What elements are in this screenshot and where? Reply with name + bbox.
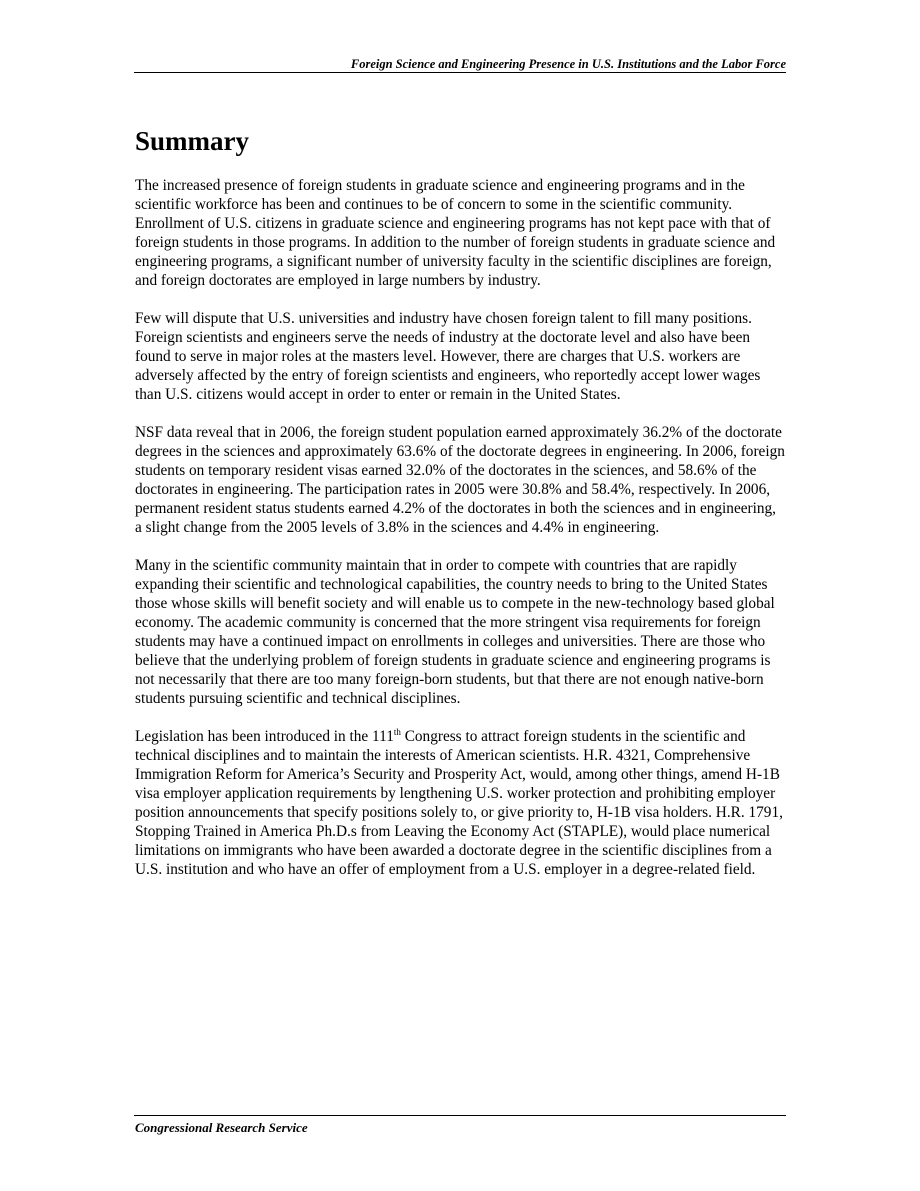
paragraph-foreign-presence: The increased presence of foreign students in graduate science and engineering programs and in the scientific workforce has been and continues to be of concern to some in the scientific community. Enrollment of U.S. citizens in graduate science and engineering programs has not kept pace with that of foreign students in those programs. In addition to the number of foreign students in graduate science and engineering programs, a significant number of university faculty in the scientific disciplines are foreign, and foreign doctorates are employed in large numbers by industry. <box>135 177 776 289</box>
page-title: Summary <box>135 126 249 156</box>
ordinal-suffix: th <box>393 727 401 737</box>
footer-rule <box>134 1115 786 1116</box>
paragraph-legislation <box>135 727 785 879</box>
running-header: Foreign Science and Engineering Presence in U.S. Institutions and the Labor Force <box>350 57 786 71</box>
header-rule <box>134 72 786 73</box>
legislation-text-rest: Congress to attract foreign students in the scientific and technical disciplines and to maintain the interests of American scientists. H.R. 4321, Comprehensive Immigration Reform for America’s Security and Prosperity Act, would, among other things, amend H-1B visa employer application requirements by lengthening U.S. worker protection and prohibiting employer position announcements that specify positions solely to, or give priority to, H-1B visa holders. H.R. 1791, Stopping Trained in America Ph.D.s from Leaving the Economy Act (STAPLE), would place numerical limitations on immigrants who have been awarded a doctorate degree in the scientific disciplines from a U.S. institution and who have an offer of employment from a U.S. employer in a degree-related field. <box>135 728 783 878</box>
paragraph-competition: Many in the scientific community maintain that in order to compete with countries that are rapidly expanding their scientific and technological capabilities, the country needs to bring to the United States those whose skills will benefit society and will enable us to compete in the new-technology based global economy. The academic community is concerned that the more stringent visa requirements for foreign students may have a continued impact on enrollments in colleges and universities. There are those who believe that the underlying problem of foreign students in graduate science and engineering programs is not necessarily that there are too many foreign-born students, but that there are not enough native-born students pursuing scientific and technical disciplines. <box>135 557 775 707</box>
paragraph-foreign-talent: Few will dispute that U.S. universities and industry have chosen foreign talent to fill many positions. Foreign scientists and engineers serve the needs of industry at the doctorate level and also have been found to serve in major roles at the masters level. However, there are charges that U.S. workers are adversely affected by the entry of foreign scientists and engineers, who reportedly accept lower wages than U.S. citizens would accept in order to enter or remain in the United States. <box>135 310 761 403</box>
summary-body <box>135 176 785 898</box>
footer-organization: Congressional Research Service <box>135 1120 308 1135</box>
legislation-text-start: Legislation has been introduced in the 111 <box>135 728 394 745</box>
paragraph-nsf-data: NSF data reveal that in 2006, the foreign student population earned approximately 36.2% of the doctorate degrees in the sciences and approximately 63.6% of the doctorate degrees in engineering. In 2006, foreign students on temporary resident visas earned 32.0% of the doctorates in the sciences, and 58.6% of the doctorates in engineering. The participation rates in 2005 were 30.8% and 58.4%, respectively. In 2006, permanent resident status students earned 4.2% of the doctorates in both the sciences and in engineering, a slight change from the 2005 levels of 3.8% in the sciences and 4.4% in engineering. <box>135 424 785 536</box>
